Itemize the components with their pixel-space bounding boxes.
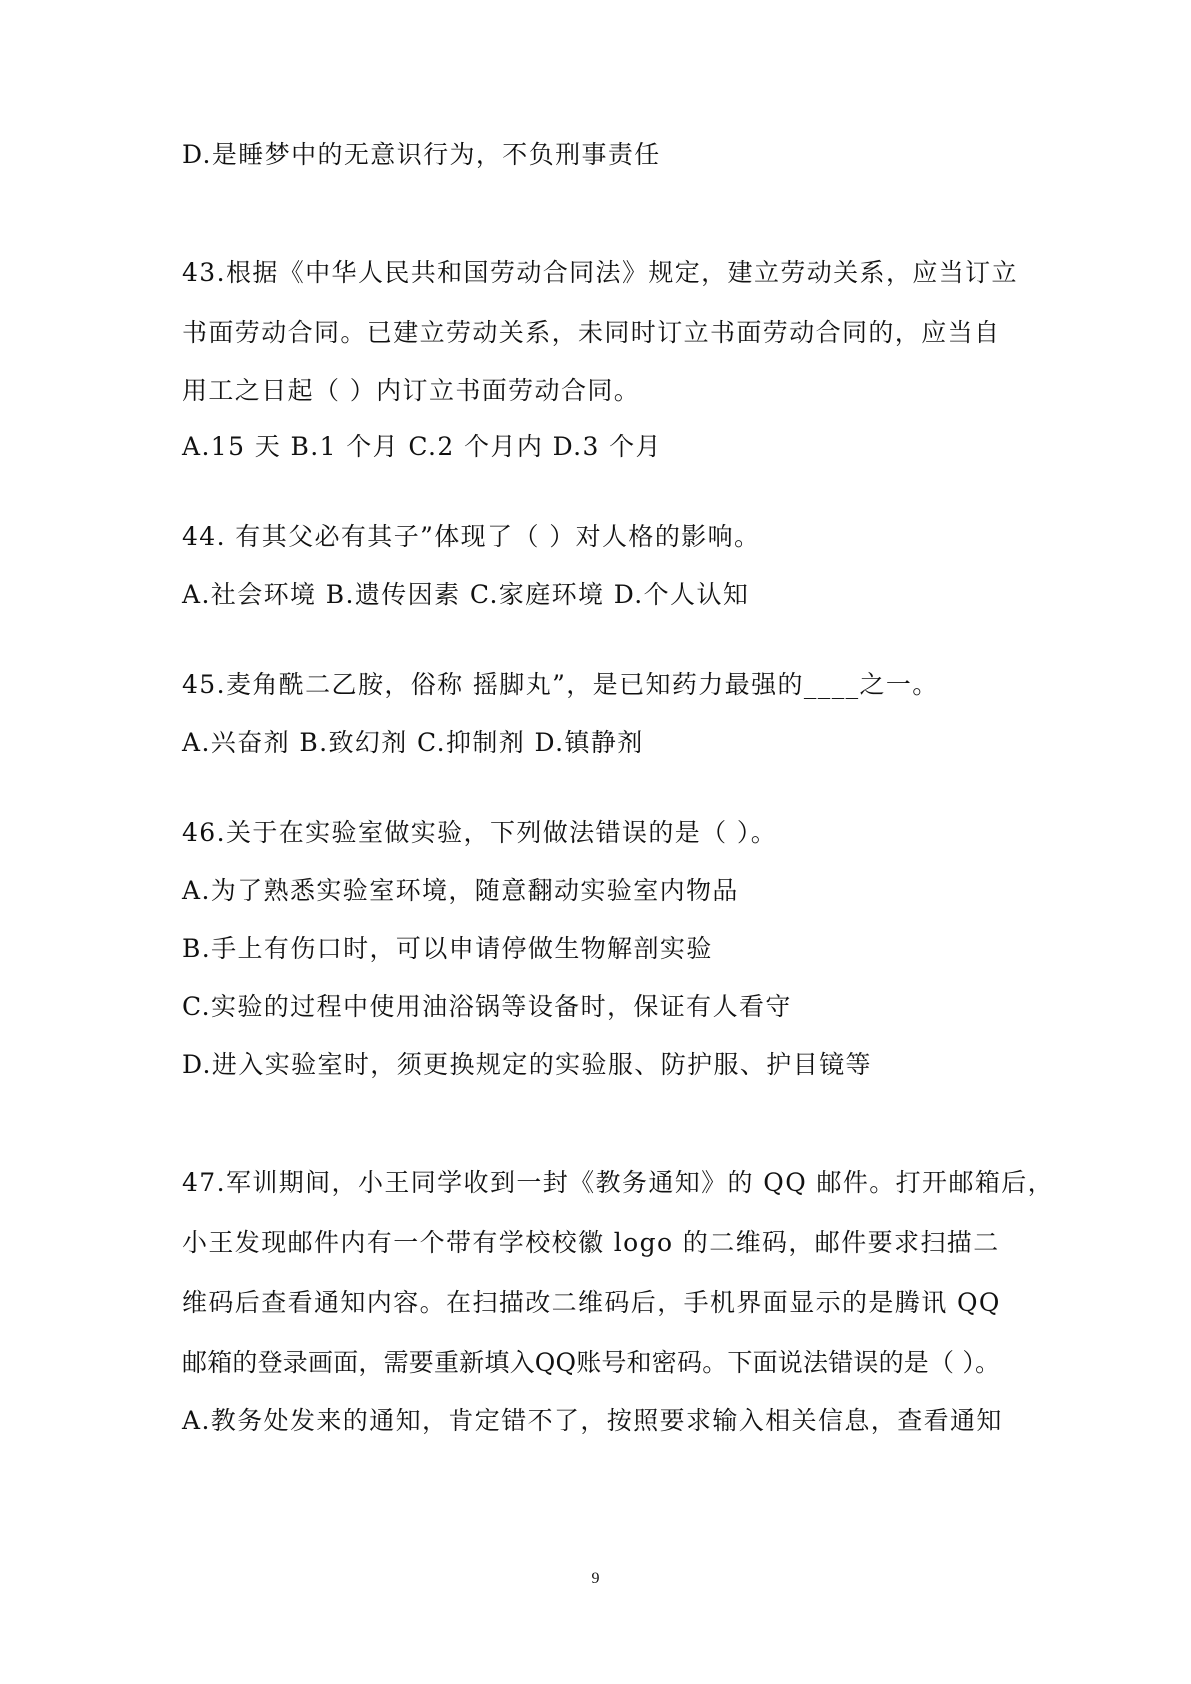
q45-options: A.兴奋剂 B.致幻剂 C.抑制剂 D.镇静剂: [182, 728, 644, 757]
q43-options: A.15 天 B.1 个月 C.2 个月内 D.3 个月: [182, 432, 662, 461]
page-number: 9: [591, 1570, 600, 1587]
q45-stem: 45.麦角酰二乙胺，俗称 摇脚丸”，是已知药力最强的____之一。: [182, 670, 939, 699]
q46-option-b: B.手上有伤口时，可以申请停做生物解剖实验: [182, 934, 713, 963]
q47-option-a: A.教务处发来的通知，肯定错不了，按照要求输入相关信息，查看通知: [182, 1406, 1003, 1435]
q47-stem-line-4: 邮箱的登录画面，需要重新填入QQ账号和密码。下面说法错误的是（ ）。: [182, 1348, 1001, 1377]
q46-option-c: C.实验的过程中使用油浴锅等设备时，保证有人看守: [182, 992, 792, 1021]
q43-stem-line-2: 书面劳动合同。已建立劳动关系，未同时订立书面劳动合同的，应当自: [182, 318, 1001, 347]
q47-stem-line-3: 维码后查看通知内容。在扫描改二维码后，手机界面显示的是腾讯 QQ: [182, 1288, 1001, 1317]
q43-stem-line-3: 用工之日起（ ）内订立书面劳动合同。: [182, 376, 641, 405]
q42-option-d: D.是睡梦中的无意识行为，不负刑事责任: [182, 140, 661, 169]
q43-stem-line-1: 43.根据《中华人民共和国劳动合同法》规定，建立劳动关系，应当订立: [182, 258, 1018, 287]
q46-option-d: D.进入实验室时，须更换规定的实验服、防护服、护目镜等: [182, 1050, 872, 1079]
q46-option-a: A.为了熟悉实验室环境，随意翻动实验室内物品: [182, 876, 739, 905]
q47-stem-line-2: 小王发现邮件内有一个带有学校校徽 logo 的二维码，邮件要求扫描二: [182, 1228, 1000, 1257]
q46-stem: 46.关于在实验室做实验，下列做法错误的是（ ）。: [182, 818, 778, 847]
q47-stem-line-1: 47.军训期间，小王同学收到一封《教务通知》的 QQ 邮件。打开邮箱后，: [182, 1168, 1055, 1197]
q44-options: A.社会环境 B.遗传因素 C.家庭环境 D.个人认知: [182, 580, 750, 609]
q44-stem: 44. 有其父必有其子”体现了（ ）对人格的影响。: [182, 522, 761, 551]
